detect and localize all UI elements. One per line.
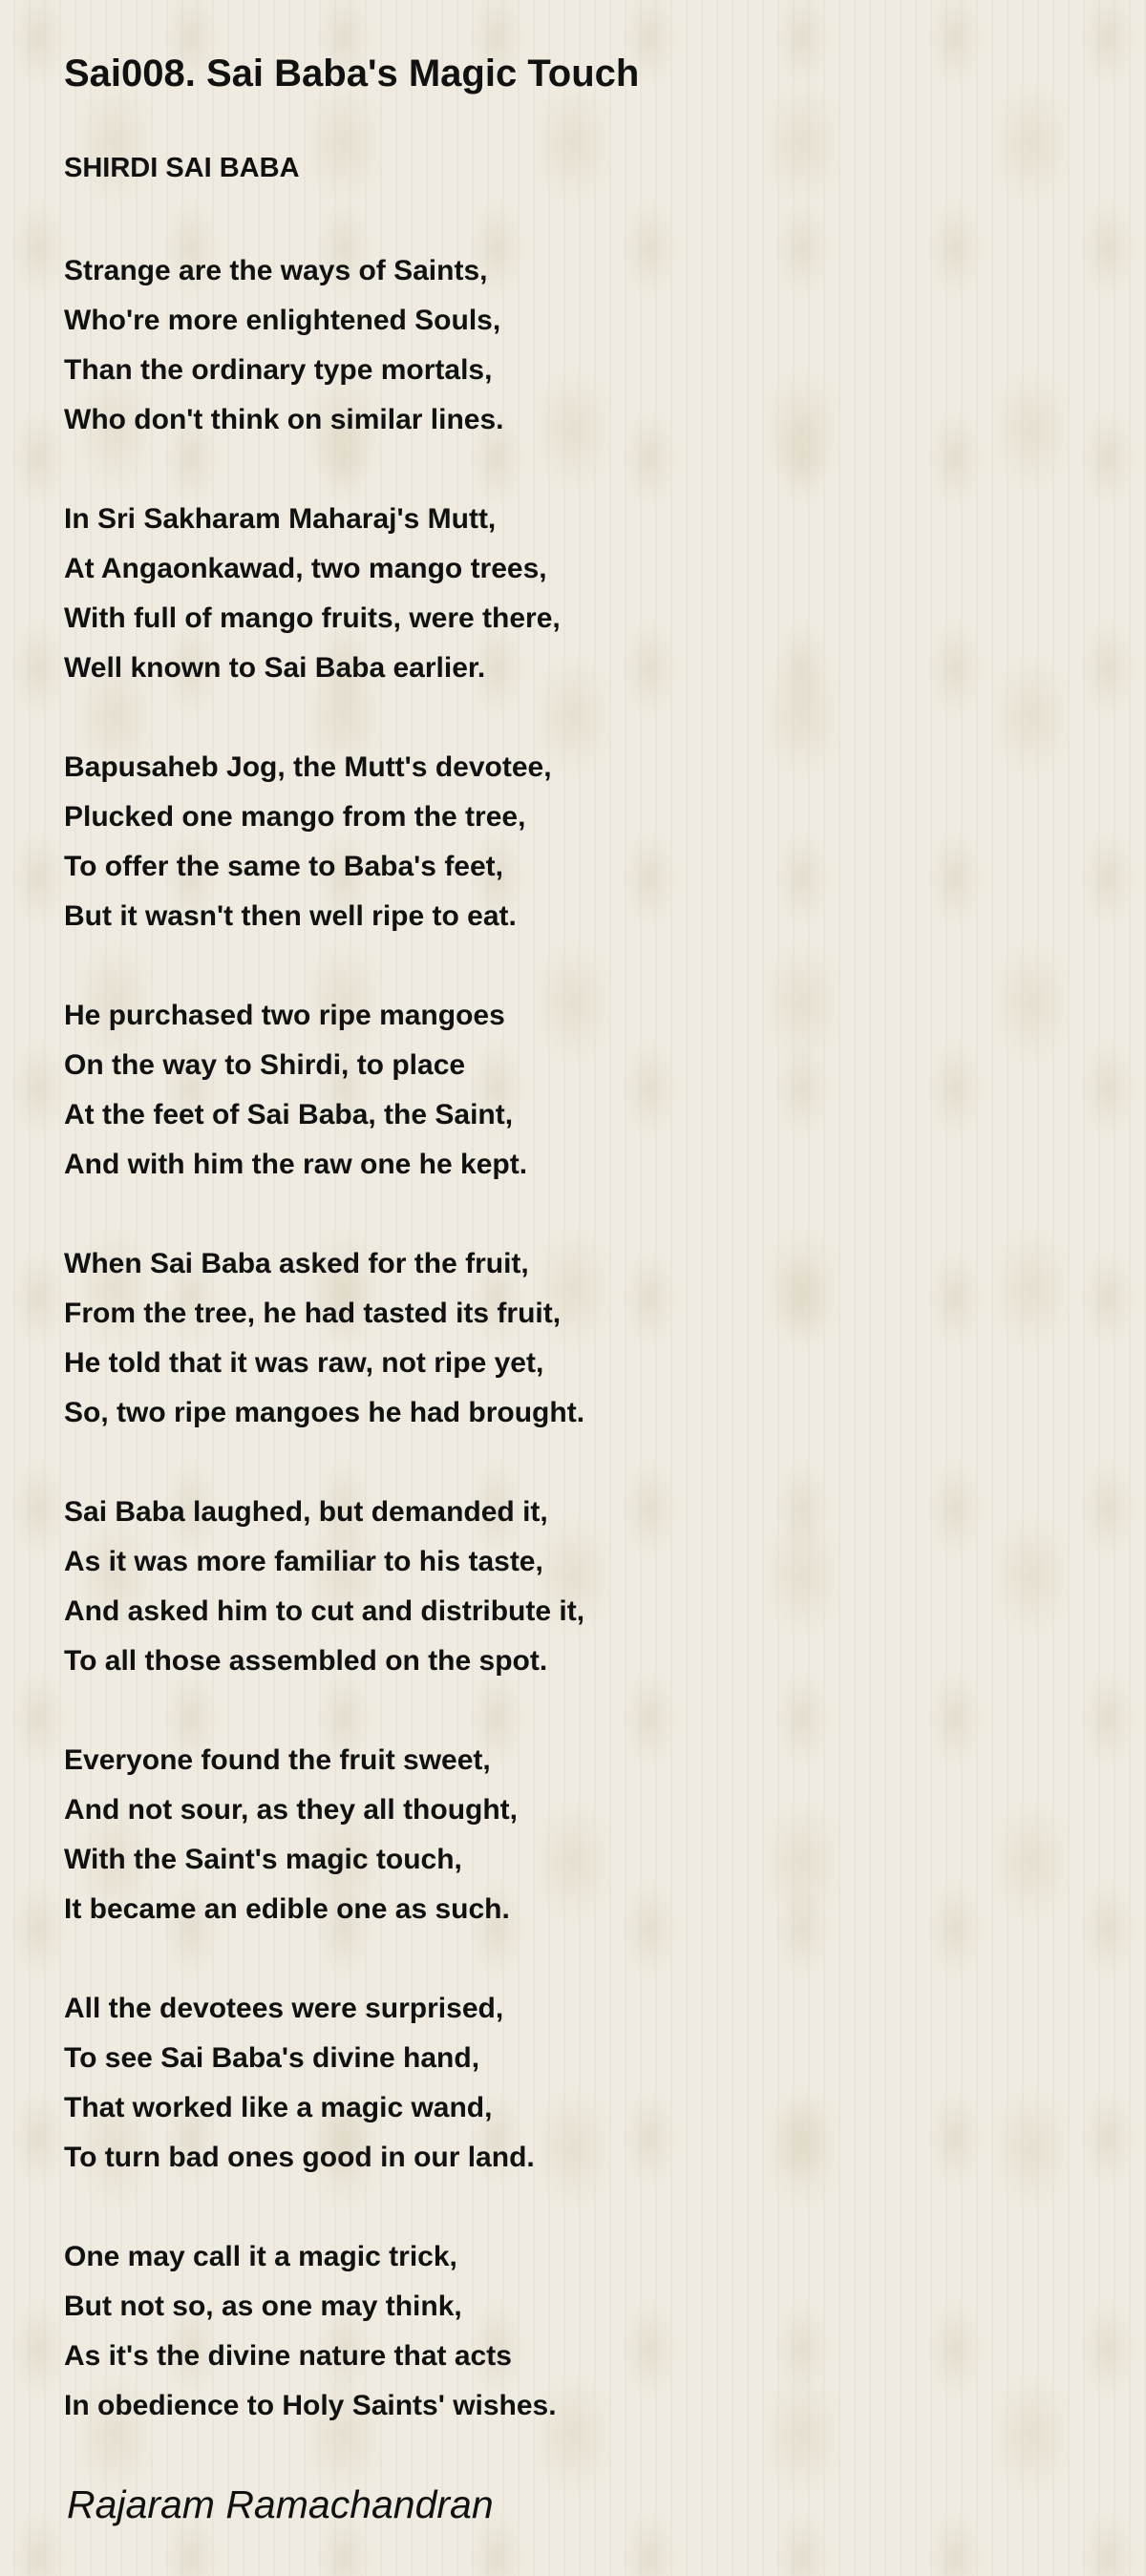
poem-line: To turn bad ones good in our land. xyxy=(64,2142,535,2173)
poem-line: So, two ripe mangoes he had brought. xyxy=(64,1397,585,1428)
poem-line: Strange are the ways of Saints, xyxy=(64,255,488,286)
stanza xyxy=(64,991,584,1190)
stanza xyxy=(64,1239,584,1438)
stanza xyxy=(64,2232,584,2431)
poem-line: Well known to Sai Baba earlier. xyxy=(64,652,486,684)
poem-line: To all those assembled on the spot. xyxy=(64,1645,548,1677)
poem-line: And asked him to cut and distribute it, xyxy=(64,1595,585,1627)
poem-line: To see Sai Baba's divine hand, xyxy=(64,2042,480,2074)
poem-line: Everyone found the fruit sweet, xyxy=(64,1744,491,1776)
stanza xyxy=(64,1736,584,1934)
poem-line: That worked like a magic wand, xyxy=(64,2092,493,2123)
stanza xyxy=(64,1488,584,1686)
poem-line: Who don't think on similar lines. xyxy=(64,404,504,435)
poem-title: Sai008. Sai Baba's Magic Touch xyxy=(64,53,640,95)
poem-line: At Angaonkawad, two mango trees, xyxy=(64,553,547,584)
poem-line: Plucked one mango from the tree, xyxy=(64,801,526,833)
poem-line: But it wasn't then well ripe to eat. xyxy=(64,900,517,932)
poem-line: One may call it a magic trick, xyxy=(64,2241,457,2272)
poem-line: When Sai Baba asked for the fruit, xyxy=(64,1248,529,1279)
poem-line: To offer the same to Baba's feet, xyxy=(64,851,504,882)
poem-line: And not sour, as they all thought, xyxy=(64,1794,519,1826)
poem-line: He told that it was raw, not ripe yet, xyxy=(64,1347,544,1379)
poem-line: In obedience to Holy Saints' wishes. xyxy=(64,2390,557,2421)
poem-subtitle: SHIRDI SAI BABA xyxy=(64,153,300,183)
poem-line: On the way to Shirdi, to place xyxy=(64,1049,466,1081)
poem-line: It became an edible one as such. xyxy=(64,1893,510,1925)
stanza xyxy=(64,743,584,941)
poem-line: But not so, as one may think, xyxy=(64,2291,462,2322)
poem-author: Rajaram Ramachandran xyxy=(67,2482,494,2526)
stanza xyxy=(64,1984,584,2183)
poem-line: From the tree, he had tasted its fruit, xyxy=(64,1298,562,1329)
poem-line: Sai Baba laughed, but demanded it, xyxy=(64,1496,548,1528)
poem-line: Who're more enlightened Souls, xyxy=(64,305,501,336)
poem-body xyxy=(64,246,584,2481)
poem-line: In Sri Sakharam Maharaj's Mutt, xyxy=(64,503,497,535)
stanza xyxy=(64,495,584,693)
stanza xyxy=(64,246,584,445)
poem-line: With full of mango fruits, were there, xyxy=(64,602,561,634)
poem-line: He purchased two ripe mangoes xyxy=(64,1000,505,1031)
poem-line: Bapusaheb Jog, the Mutt's devotee, xyxy=(64,751,552,783)
poem-line: As it was more familiar to his taste, xyxy=(64,1546,543,1577)
poem-line: As it's the divine nature that acts xyxy=(64,2340,512,2372)
poem-line: At the feet of Sai Baba, the Saint, xyxy=(64,1099,514,1130)
poem-line: And with him the raw one he kept. xyxy=(64,1149,528,1180)
poem-line: Than the ordinary type mortals, xyxy=(64,354,493,386)
poem-line: All the devotees were surprised, xyxy=(64,1993,504,2024)
poem-line: With the Saint's magic touch, xyxy=(64,1844,462,1875)
